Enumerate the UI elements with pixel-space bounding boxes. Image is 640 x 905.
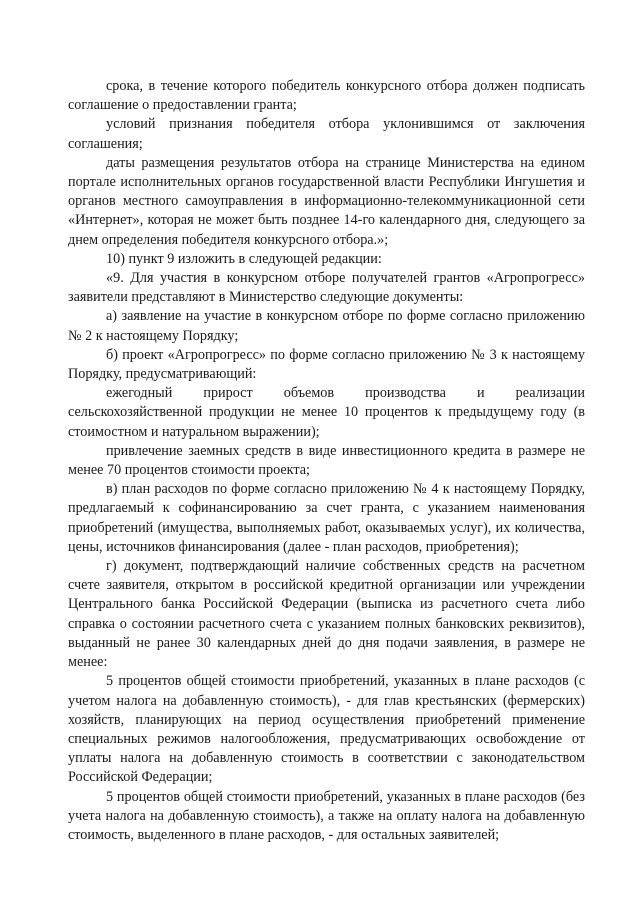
- paragraph-sub-v: в) план расходов по форме согласно приложению № 4 к настоящему Порядку, предлагаемый к софинансированию за счет гранта, с указанием наименования приобретений (имущества, выполняемых работ, оказываемых услуг), их количества, цены, источников финансирования (далее - план расходов, приобретения);: [68, 481, 585, 555]
- paragraph-sub-a: а) заявление на участие в конкурсном отборе по форме согласно приложению № 2 к настоящему Порядку;: [68, 308, 585, 344]
- paragraph-item-10: 10) пункт 9 изложить в следующей редакции:: [106, 250, 382, 267]
- paragraph-evasion-conditions: условий признания победителя отбора уклонившимся от заключения соглашения;: [68, 116, 585, 152]
- paragraph-annual-growth: ежегодный прирост объемов производства и реализации сельскохозяйственной продукции не менее 10 процентов к предыдущему году (в стоимостном и натуральном выражении);: [68, 385, 585, 440]
- paragraph-borrowed-funds: привлечение заемных средств в виде инвестиционного кредита в размере не менее 70 процентов стоимости проекта;: [68, 442, 585, 479]
- paragraph-sub-b: б) проект «Агропрогресс» по форме согласно приложению № 3 к настоящему Порядку, предусматривающий:: [68, 346, 585, 383]
- paragraph-sub-g: г) документ, подтверждающий наличие собственных средств на расчетном счете заявителя, открытом в российской кредитной организации или учреждении Центрального банка Российской Федерации (выписка из расчетного счета либо справка о состоянии расчетного счета с указанием полных банковских реквизитов), выданный не ранее 30 календарных дней до дня подачи заявления, в размере не менее:: [68, 558, 585, 671]
- paragraph-publication-dates: даты размещения результатов отбора на странице Министерства на едином портале исполнительных органов государственной власти Республики Ингушетия и органов местного самоуправления в информационно-телекоммуникационной сети «Интернет», которая не может быть позднее 14-го календарного дня, следующего за днем определения победителя конкурсного отбора.»;: [68, 154, 585, 248]
- paragraph-point-9: «9. Для участия в конкурсном отборе получателей грантов «Агропрогресс» заявители представляют в Министерство следующие документы:: [68, 270, 585, 306]
- paragraph-deadline: срока, в течение которого победитель конкурсного отбора должен подписать соглашение о предоставлении гранта;: [68, 78, 585, 114]
- paragraph-five-percent-farms: 5 процентов общей стоимости приобретений, указанных в плане расходов (с учетом налога на добавленную стоимость), - для глав крестьянских (фермерских) хозяйств, планирующих на период осуществления приобретений применение специальных режимов налогообложения, предусматривающих освобождение от уплаты налога на добавленную стоимость в соответствии с законодательством Российской Федерации;: [68, 673, 585, 786]
- paragraph-five-percent-others: 5 процентов общей стоимости приобретений, указанных в плане расходов (без учета налога на добавленную стоимость), а также на оплату налога на добавленную стоимость, выделенного в плане расходов, - для остальных заявителей;: [68, 788, 585, 843]
